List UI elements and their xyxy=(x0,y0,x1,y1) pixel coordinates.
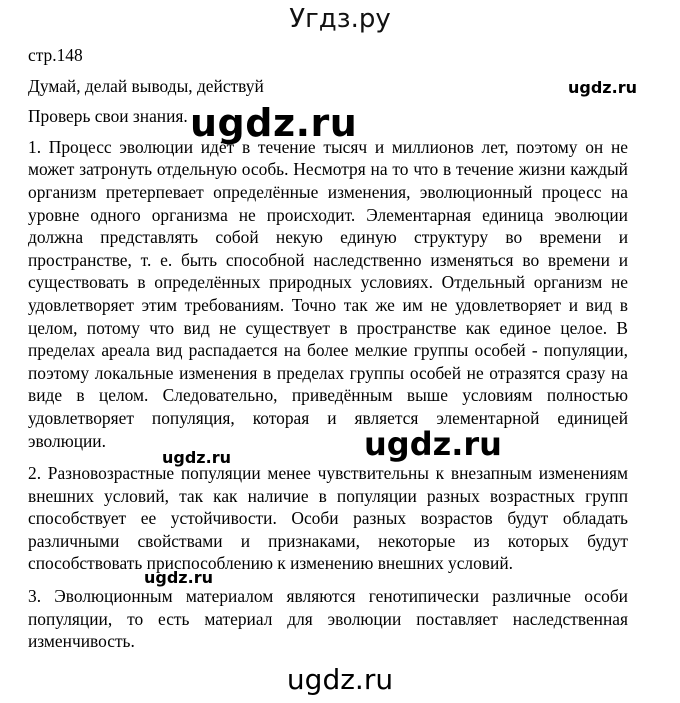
watermark-large-2: ugdz.ru xyxy=(364,425,502,463)
watermark-large-1: ugdz.ru xyxy=(190,101,358,145)
subsection-title: Проверь свои знания. xyxy=(28,106,188,127)
answer-3: 3. Эволюционным материалом являются генотипически различные особи популяции, то есть материал для эволюции поставляет наследственная изменчивость. xyxy=(28,586,628,652)
answer-2: 2. Разновозрастные популяции менее чувствительны к внезапным изменениям внешних условий, так как наличие в популяции разных возрастных групп способствует ее устойчивости. Особи разных возрастов будут обладать различными свойствами и признаками, некоторые из которых будут способствовать приспособлению к изменению внешних условий. xyxy=(28,463,628,574)
answer-1: 1. Процесс эволюции идёт в течение тысяч и миллионов лет, поэтому он не может затронуть отдельную особь. Несмотря на то что в течение жизни каждый организм претерпевает определённые изменения, эволюционный процесс на уровне одного организма не происходит. Элементарная единица эволюции должна представлять собой некую единую структуру во времени и пространстве, т. е. быть способной наследственно изменяться во времени и существовать в определённых природных условиях. Отдельный организм не удовлетворяет этим требованиям. Точно так же им не удовлетворяет и вид в целом, потому что вид не существует в пространстве как единое целое. В пределах ареала вид распадается на более мелкие группы особей - популяции, поэтому локальные изменения в пределах группы особей не отразятся сразу на виде в целом. Следовательно, приведённым выше условиям полностью удовлетворяет популяция, которая и является элементарной единицей эволюции. xyxy=(28,136,628,451)
watermark-footer: ugdz.ru xyxy=(286,663,394,696)
watermark-small-left-2: ugdz.ru xyxy=(144,568,213,587)
watermark-top-right: ugdz.ru xyxy=(568,78,637,97)
section-title: Думай, делай выводы, действуй xyxy=(28,75,264,96)
site-title: Угдз.ру xyxy=(289,4,391,34)
page-reference: стр.148 xyxy=(28,45,83,65)
watermark-small-left-1: ugdz.ru xyxy=(162,448,231,467)
